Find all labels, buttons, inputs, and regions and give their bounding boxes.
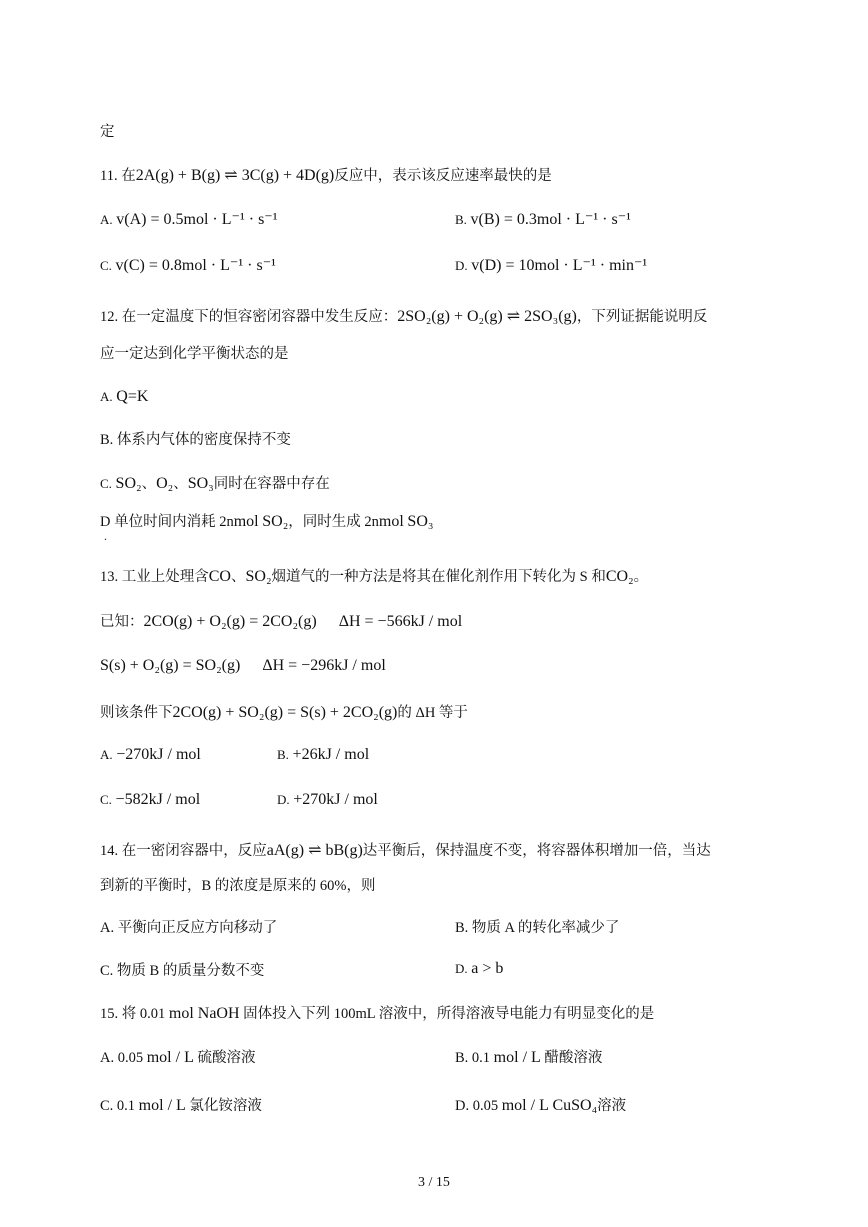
q13-option-c [100, 790, 200, 810]
option-mark: D. [455, 258, 468, 273]
q14-line2: 到新的平衡时，B 的浓度是原来的 60%，则 [100, 878, 376, 894]
formula: mol NaOH [168, 1005, 240, 1022]
separator: 、 [230, 569, 246, 585]
option-value: v(D) = 10mol · L⁻¹ · min⁻¹ [471, 257, 648, 274]
q11-option-a [100, 210, 278, 230]
option-text: 硫酸溶液 [197, 1050, 256, 1066]
equation: 2CO(g) + SO₂(g) = S(s) + 2CO₂(g) [172, 704, 398, 721]
formula: SO₂ [115, 475, 142, 492]
option-mark: D. [455, 961, 468, 976]
option-mark: C. [100, 258, 112, 273]
q12-line2: 应一定达到化学平衡状态的是 [100, 346, 289, 362]
q14-option-c: C. 物质 B 的质量分数不变 [100, 963, 265, 979]
option-text: 溶液 [597, 1098, 627, 1114]
formula: SO₃ [187, 475, 214, 492]
q15-option-d [455, 1096, 626, 1116]
q11-option-b [455, 210, 631, 230]
equation: aA(g) ⇌ bB(g) [266, 842, 363, 859]
unit: mol [233, 513, 259, 530]
q13-option-d [277, 790, 378, 810]
formula: CO₂ [605, 568, 634, 585]
unit: mol / L [146, 1049, 194, 1066]
condition-prefix: 则该条件下 [100, 705, 173, 721]
formula: CuSO₄ [552, 1097, 598, 1114]
page-number: 3 / 15 [418, 1175, 450, 1190]
option-value: v(A) = 0.5mol · L⁻¹ · s⁻¹ [116, 211, 278, 228]
unit: mol [378, 513, 404, 530]
option-text: ，同时生成 2n [288, 514, 379, 530]
unit: mol / L [501, 1097, 549, 1114]
q14-option-a: A. 平衡向正反应方向移动了 [100, 920, 278, 936]
option-value: v(B) = 0.3mol · L⁻¹ · s⁻¹ [470, 211, 631, 228]
q15-option-b [455, 1048, 602, 1068]
q14-option-d [455, 959, 503, 979]
q15-prefix: 15. 将 0.01 [100, 1006, 166, 1022]
option-mark: A. [100, 389, 113, 404]
option-value: −270kJ / mol [116, 746, 201, 763]
q11-prefix: 11. 在 [100, 168, 136, 184]
q13-known-eq1 [100, 612, 462, 632]
option-prefix: A. 0.05 [100, 1050, 144, 1066]
q12-option-b: B. 体系内气体的密度保持不变 [100, 432, 291, 448]
option-value: +270kJ / mol [293, 791, 378, 808]
q11-suffix: 反应中，表示该反应速率最快的是 [334, 168, 552, 184]
option-prefix: D. 0.05 [455, 1098, 499, 1114]
option-text: 同时在容器中存在 [213, 476, 330, 492]
formula: SO₂ [245, 568, 272, 585]
option-mark: C. [100, 792, 112, 807]
question-12 [100, 307, 707, 327]
option-value: Q=K [116, 388, 149, 405]
q11-equation: 2A(g) + B(g) ⇌ 3C(g) + 4D(g) [135, 167, 335, 184]
question-13 [100, 567, 648, 587]
unit: mol / L [493, 1049, 541, 1066]
q12-option-c [100, 474, 330, 494]
q15-suffix: 固体投入下列 100mL 溶液中，所得溶液导电能力有明显变化的是 [243, 1006, 655, 1022]
option-mark: B. [455, 212, 467, 227]
option-prefix: B. 0.1 [455, 1050, 491, 1066]
q15-option-a [100, 1048, 255, 1068]
continuation-text: 定 [100, 124, 115, 140]
q14-suffix: 达平衡后，保持温度不变，将容器体积增加一倍，当达 [362, 843, 711, 859]
option-text: 氯化铵溶液 [189, 1098, 262, 1114]
q14-option-b: B. 物质 A 的转化率减少了 [455, 920, 620, 936]
option-text: 醋酸溶液 [544, 1050, 603, 1066]
q13-option-a [100, 745, 201, 765]
question-14 [100, 841, 711, 861]
question-11 [100, 166, 552, 186]
q13-prefix: 13. 工业上处理含 [100, 569, 209, 585]
equation: 2CO(g) + O₂(g) = 2CO₂(g) [143, 613, 317, 630]
known-label: 已知： [100, 614, 144, 630]
formula: O₂ [156, 475, 174, 492]
q12-d-dot: . [104, 529, 107, 543]
q12-option-d [100, 512, 433, 532]
equation: S(s) + O₂(g) = SO₂(g) [100, 657, 241, 674]
option-value: −582kJ / mol [115, 791, 201, 808]
formula: CO [208, 568, 231, 585]
enthalpy: ΔH = −296kJ / mol [262, 657, 386, 674]
option-value: +26kJ / mol [292, 746, 370, 763]
unit: mol / L [138, 1097, 186, 1114]
option-value: v(C) = 0.8mol · L⁻¹ · s⁻¹ [115, 257, 276, 274]
condition-suffix: 的 ΔH 等于 [397, 705, 468, 721]
q14-prefix: 14. 在一密闭容器中，反应 [100, 843, 267, 859]
option-mark: A. [100, 212, 113, 227]
q12-prefix: 12. 在一定温度下的恒容密闭容器中发生反应： [100, 309, 398, 325]
q13-condition [100, 703, 468, 723]
q13-option-b [277, 745, 369, 765]
question-15 [100, 1004, 654, 1024]
q13-text: 烟道气的一种方法是将其在催化剂作用下转化为 S 和 [271, 569, 606, 585]
q12-equation: 2SO₂(g) + O₂(g) ⇌ 2SO₃(g) [397, 308, 577, 325]
q12-suffix: ，下列证据能说明反 [576, 309, 708, 325]
option-mark: B. [277, 747, 289, 762]
option-mark: D [100, 514, 111, 530]
option-mark: D. [277, 792, 290, 807]
option-value: a > b [471, 960, 504, 977]
enthalpy: ΔH = −566kJ / mol [338, 613, 463, 630]
q13-known-eq2 [100, 656, 386, 676]
option-mark: C. [100, 476, 112, 491]
option-text: 单位时间内消耗 2n [114, 514, 234, 530]
q11-option-d [455, 256, 647, 276]
separator: 、 [141, 476, 157, 492]
punctuation: 。 [633, 569, 649, 585]
q11-option-c [100, 256, 276, 276]
option-mark: A. [100, 747, 113, 762]
q12-option-a [100, 387, 148, 407]
formula: SO₃ [407, 513, 434, 530]
option-prefix: C. 0.1 [100, 1098, 136, 1114]
separator: 、 [173, 476, 188, 492]
formula: SO₂ [262, 513, 289, 530]
q15-option-c [100, 1096, 262, 1116]
